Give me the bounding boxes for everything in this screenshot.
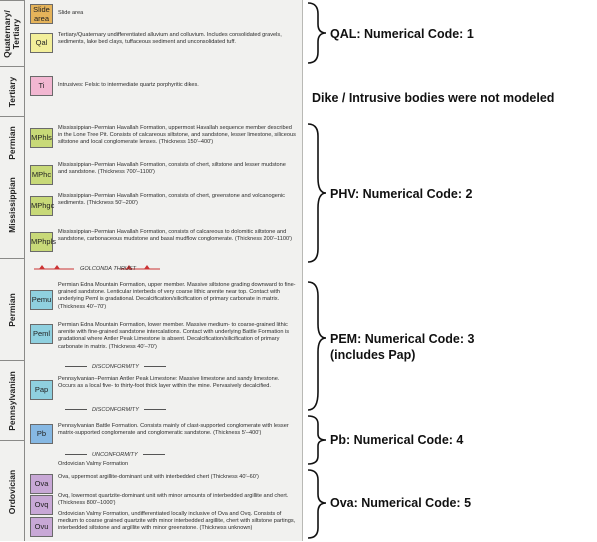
ova-code-label: Ova: Numerical Code: 5 (330, 496, 472, 510)
unit-desc-pb: Pennsylvanian Battle Formation. Consists mainly of clast-supported conglomerate with lesser matrix-supported conglomerate and conglomeratic sandstone. (Thickness 5'–400') (58, 423, 289, 437)
unit-box-pemu: Pemu (30, 290, 53, 310)
pem-code-line2: (includes Pap) (330, 348, 416, 362)
era-ordovician (0, 440, 24, 542)
era-label: Quaternary/ Tertiary (2, 10, 21, 58)
unit-box-mphpls: MPhpls (30, 232, 53, 252)
unconformity-marker: UNCONFORMITY (60, 452, 170, 458)
era-label: Ordovician (7, 469, 17, 514)
era-tertiary (0, 66, 24, 117)
valmy-formation-label: Ordovician Valmy Formation (58, 461, 129, 467)
phv-code-label: PHV: Numerical Code: 2 (330, 187, 473, 201)
era-mississippian-permian (0, 116, 24, 259)
unit-desc-mphc: Mississippian–Permian Havallah Formation, consists of chert, siltstone and lesser mudstone and sandstone. (Thickness 700'–1100') (58, 162, 286, 176)
dike-note: Dike / Intrusive bodies were not modeled (312, 91, 555, 105)
brace-qal (308, 3, 326, 63)
unit-desc-slide: Slide area (58, 10, 84, 16)
unit-desc-peml: Permian Edna Mountain Formation, lower member. Massive medium- to coarse-grained lithic arenite with fine-grained sandstone intercalations. Contact with underlying Battle Formation is gradational where Antler Peak Limestone is absent. Decalcification/silicification of primary carbonate in matrix. (Thickness 40'–70') (58, 322, 290, 350)
pem-code-label (330, 331, 474, 363)
brace-group (304, 0, 330, 541)
era-label: Pennsylvanian (7, 371, 17, 431)
unit-desc-ovq: Ovq, lowermost quartzite-dominant unit with minor amounts of interbedded argillite and chert. (Thickness 800'–1000') (58, 493, 289, 507)
unit-box-ovq: Ovq (30, 495, 53, 515)
brace-pb (308, 416, 326, 464)
unit-box-ovu: Ovu (30, 517, 53, 537)
unit-box-mphc: MPhc (30, 165, 53, 185)
unit-desc-pap: Pennsylvanian–Permian Antler Peak Limestone: Massive limestone and sandy limestone. Occurs as a local five- to thirty-foot thick layer within the mine. Pervasively decalcified. (58, 376, 280, 390)
brace-pem (308, 282, 326, 410)
era-axis (0, 0, 25, 541)
disconformity-marker: DISCONFORMITY (60, 407, 171, 413)
era-label: Tertiary (7, 76, 17, 108)
era-permian (0, 258, 24, 361)
brace-phv (308, 124, 326, 262)
era-label: Permian (7, 125, 17, 160)
era-label: Mississippian (7, 177, 17, 233)
unit-box-peml: Peml (30, 324, 53, 344)
era-label: Permian (7, 293, 17, 327)
unit-box-pap: Pap (30, 380, 53, 400)
unit-desc-mphls: Mississippian–Permian Havallah Formation, uppermost Havallah sequence member described in the Lone Tree Pit. Consists of calcareous siltstone, and sandstone, lesser limestone, siliceous siltstone and local conglomerate lenses. (Thickness 150'–400') (58, 125, 296, 146)
unit-desc-ova: Ova, uppermost argillite-dominant unit with interbedded chert (Thickness 40'–60') (58, 474, 259, 480)
era-quaternary-tertiary (0, 0, 24, 67)
unit-box-ova: Ova (30, 474, 53, 494)
unit-box-ti: Ti (30, 76, 53, 96)
unit-desc-ti: Intrusives: Felsic to intermediate quartz porphyritic dikes. (58, 82, 199, 88)
unit-desc-qal: Tertiary/Quaternary undifferentiated alluvium and colluvium. Includes consolidated gravels, sediments, lake bed clays, tuffaceous sediment and unconsolidated tuff. (58, 32, 282, 46)
disconformity-marker: DISCONFORMITY (60, 364, 171, 370)
unit-box-qal: Qal (30, 33, 53, 53)
golconda-thrust-label: GOLCONDA THRUST (80, 266, 137, 272)
qal-code-label: QAL: Numerical Code: 1 (330, 27, 474, 41)
unit-desc-mphgc: Mississippian–Permian Havallah Formation, consists of chert, greenstone and volcanogenic sediments. (Thickness 50'–200') (58, 193, 285, 207)
era-pennsylvanian (0, 360, 24, 441)
unit-box-pb: Pb (30, 424, 53, 444)
unit-desc-mphpls: Mississippian–Permian Havallah Formation, consists of calcareous to dolomitic siltstone and sandstone, carbonaceous mudstone and basal mudflow conglomerate. (Thickness 200'–1100') (58, 229, 293, 243)
thrust-symbol (34, 264, 74, 272)
unit-desc-pemu: Permian Edna Mountain Formation, upper member. Massive siltstone grading downward to fine-grained sandstone. Lenticular interbeds of very coarse lithic arenite near top. Contact with underlying Peml is gradational. Decalcification/silicification of primary carbonate in matrix. (Thickness 40'–70') (58, 282, 296, 310)
pem-code-line1: PEM: Numerical Code: 3 (330, 332, 475, 346)
unit-desc-ovu: Ordovician Valmy Formation, undifferentiated locally inclusive of Ova and Ovq. Consists of medium to coarse grained quartzite with minor interbedded argillite, chert with siltstone partings, interbedded siltstone and argillite with minor greenstone. (Thickness unknown) (58, 511, 296, 532)
brace-ova (308, 470, 326, 538)
unit-box-mphgc: MPhgc (30, 196, 53, 216)
unit-box-mphls: MPhls (30, 128, 53, 148)
unit-box-slide: Slide area (30, 4, 53, 24)
pb-code-label: Pb: Numerical Code: 4 (330, 433, 464, 447)
